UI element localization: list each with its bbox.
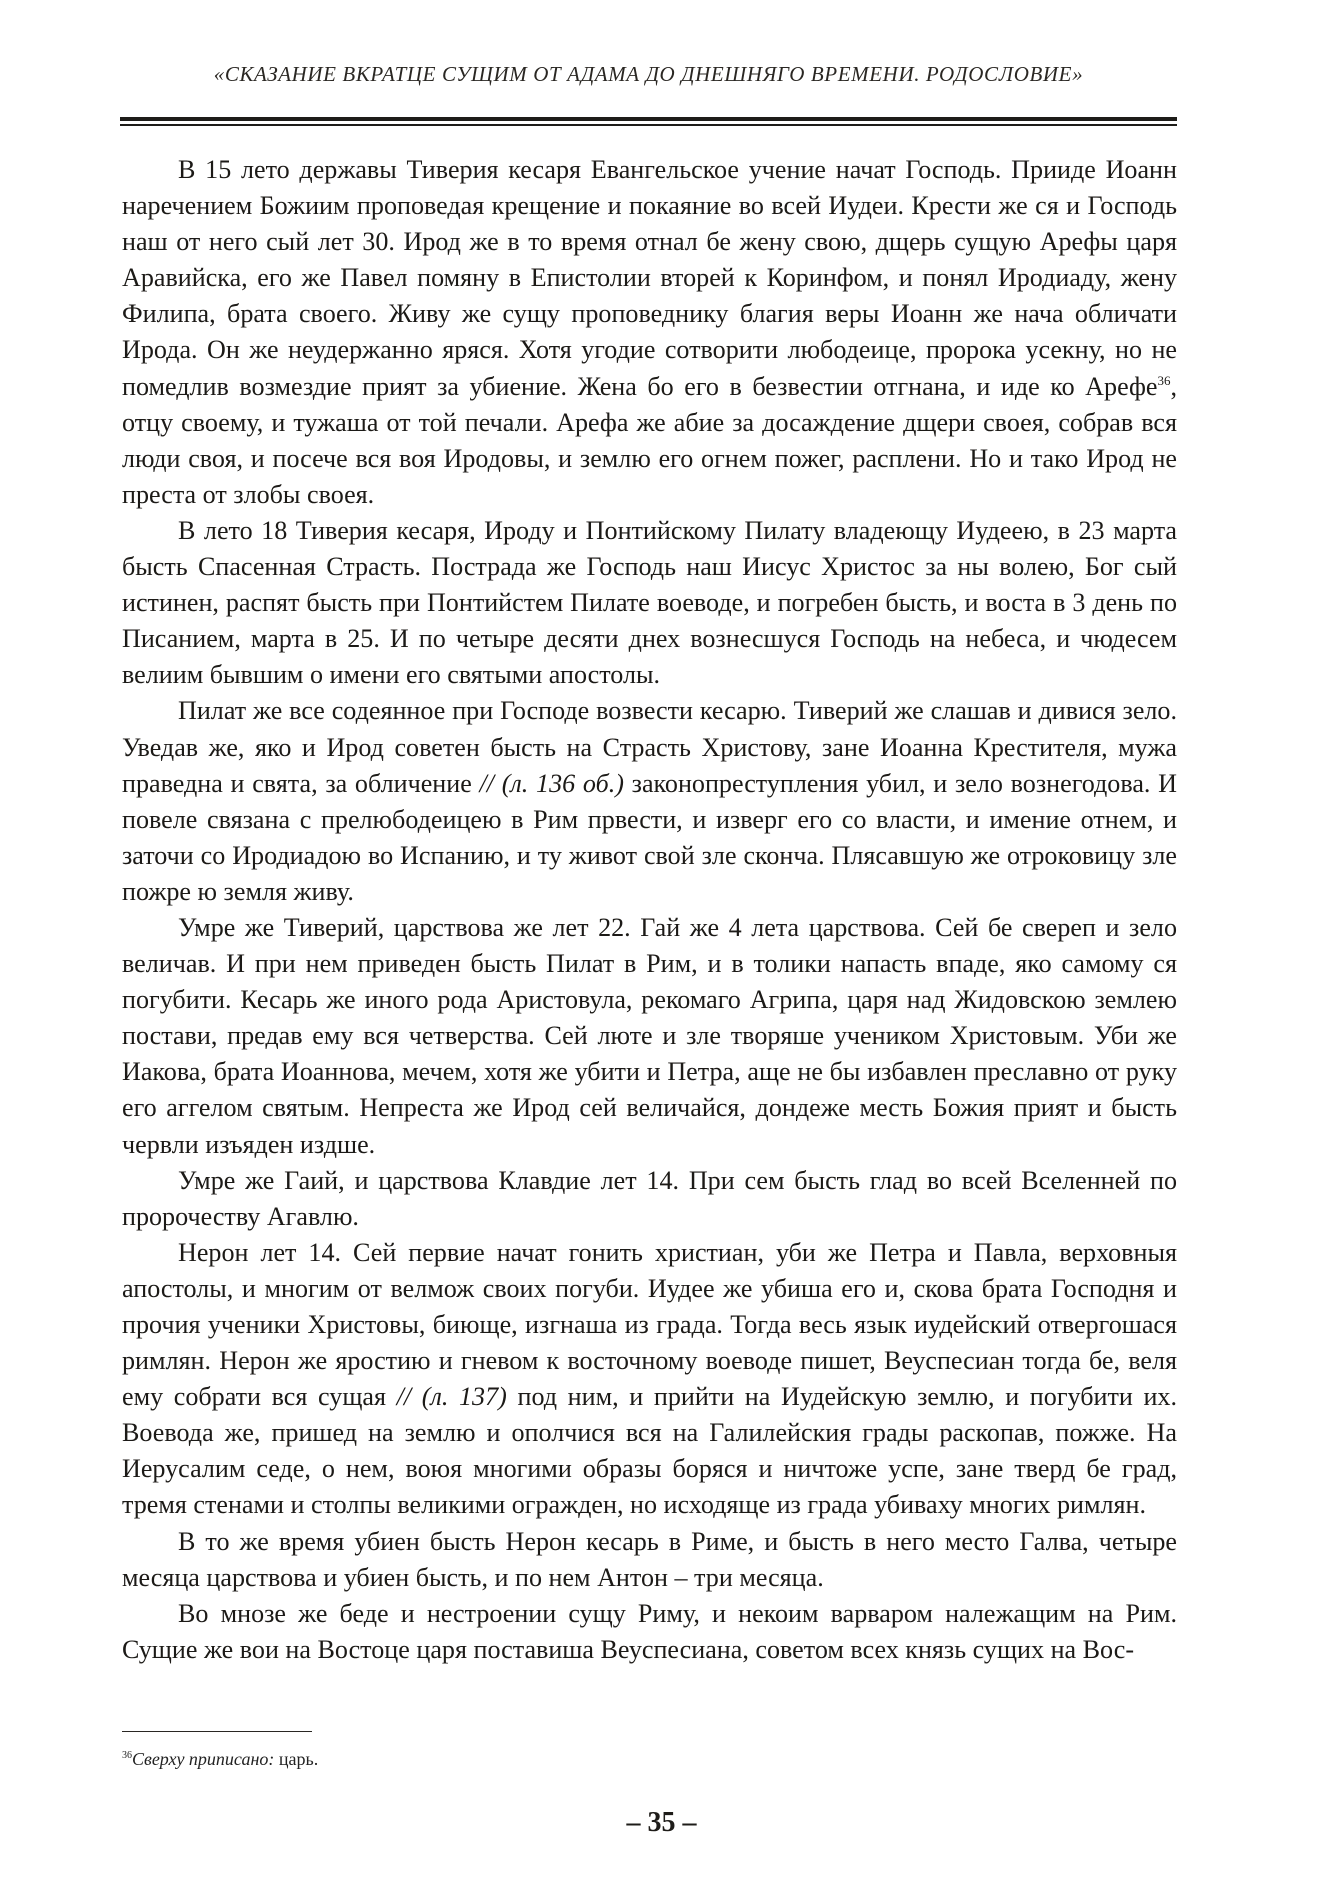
paragraph-3-part-b: законопреступления убил, и зело вознегодова. И повеле связана с прелюбодеицею в Рим првести, и изверг его со власти, и имение отнем, и заточи со Иродиадою во Испанию, и ту живот свой зле скончa. Плясавшую же отроковицу зле пожре ю земля живу. xyxy=(122,768,1177,906)
paragraph-3-part-a: Пилат же все содеянное при Господе возвести кесарю. Тиверий же слашав и дивися зело. Уведав же, яко и Ирод советен бысть на Страсть Христову, зане Иоанна Крестителя, мужа праведна и свята, за обличение xyxy=(122,696,1177,798)
paragraph-4: Умре же Тиверий, царствова же лет 22. Гай же 4 лета царствова. Сей бе свереп и зело величав. И при нем приведен бысть Пилат в Рим, и в толики напасть впаде, яко самому ся погубити. Кесарь же иного рода Аристовула, рекомаго Агрипа, царя над Жидовскою землею постави, предав ему вся четверства. Сей люте и зле творяше учеником Христовым. Уби же Иакова, брата Иоаннова, мечем, хотя же убити и Петра, аще не бы избавлен преславно от руку его аггелом святым. Непреста же Ирод сей величайся, дондеже месть Божия прият и бысть червли изъяден издше. xyxy=(122,912,1177,1159)
footnote-label: Сверху приписано: xyxy=(132,1749,275,1769)
footnote-number: 36 xyxy=(122,1750,132,1761)
paragraph-3 xyxy=(122,693,1177,910)
running-head: «СКАЗАНИЕ ВКРАТЦЕ СУЩИМ ОТ АДАМА ДО ДНЕШНЯГО ВРЕМЕНИ. РОДОСЛОВИЕ» xyxy=(213,62,1084,86)
paragraph-6 xyxy=(122,1235,1177,1524)
paragraph-8: Во мнозе же беде и нестроении сущу Риму, и некоим варваром належащим на Рим. Сущие же вои на Востоце царя поставиша Веуспесиана, советом всех князь сущих на Вос- xyxy=(122,1598,1177,1664)
header-double-rule xyxy=(120,117,1177,126)
footnote xyxy=(122,1747,318,1771)
paragraph-1 xyxy=(122,152,1177,513)
folio-reference: // (л. 136 об.) xyxy=(479,768,624,798)
paragraph-2: В лето 18 Тиверия кесаря, Ироду и Понтийскому Пилату владеющу Иудеею, в 23 марта бысть Спасенная Страсть. Пострада же Господь наш Иисус Христос за ны волею, Бог сый истинен, распят бысть при Понтийстем Пилате воеводе, и погребен бысть, и воста в 3 день по Писанием, марта в 25. И по четыре десяти днех вознесшуся Господь на небеса, и чюдесем велиим бывшим о имени его святыми апостолы. xyxy=(122,515,1177,690)
footnote-text: царь. xyxy=(274,1749,319,1769)
header-rule-thick xyxy=(120,117,1177,121)
paragraph-1-part-a: В 15 лето державы Тиверия кесаря Евангельское учение начат Господь. Прииде Иоанн наречением Божиим проповедая крещение и покаяние во всей Иудеи. Крести же ся и Господь наш от него сый лет 30. Ирод же в то время отнал бе жену свою, дщерь сущую Арефы царя Аравийска, его же Павел помяну в Епистолии вторей к Коринфом, и понял Иродиаду, жену Филипа, брата своего. Живу же сущу проповеднику благия веры Иоанн же нача обличати Ирода. Он же неудержанно яряся. Хотя угодие сотворити любодеице, пророка усекну, но не помедлив возмездие прият за убиение. Жена бо его в безвестии отгнана, и иде ко Арефе xyxy=(122,155,1177,401)
footnote-reference[interactable]: 36 xyxy=(1157,372,1171,388)
page-number: – 35 – xyxy=(626,1807,697,1838)
header-rule-thin xyxy=(120,124,1177,126)
folio-reference: // (л. 137) xyxy=(396,1382,507,1412)
paragraph-6-part-a: Нерон лет 14. Сей первие начат гонить христиан, уби же Петра и Павла, верховныя апостолы, и многим от велмож своих погуби. Иудее же убиша его и, скова брата Господня и прочия ученики Христовы, биюще, изгнаша из града. Тогда весь язык иудейский отвергошася римлян. Нерон же яростию и гневом к восточному воеводе пишет, Веуспесиан тогда бе, веля ему собрати вся сущая xyxy=(122,1237,1177,1412)
paragraph-6-part-b: под ним, и прийти на Иудейскую землю, и погубити их. Воевода же, пришед на землю и ополчися вся на Галилейския грады раскопав, пожже. На Иерусалим седе, о нем, воюя многими образы боряся и ничтоже успе, зане тверд бе град, тремя стенами и столпы великими огражден, но исходяще из града убиваху многих римлян. xyxy=(122,1382,1178,1520)
paragraph-7: В то же время убиен бысть Нерон кесарь в Риме, и бысть в него место Галва, четыре месяца царствова и убиен бысть, и по нем Антон – три месяца. xyxy=(122,1526,1177,1592)
footnote-separator xyxy=(122,1731,312,1732)
paragraph-5: Умре же Гаий, и царствова Клавдие лет 14. При сем бысть глад во всей Вселенней по пророчеству Агавлю. xyxy=(122,1165,1177,1231)
main-text xyxy=(122,152,1177,1668)
paragraph-1-part-b: , отцу своему, и тужаша от той печали. Арефа же абие за досаждение дщери своея, собрав вся люди своя, и посече вся воя Иродовы, и землю его огнем пожег, расплени. Но и тако Ирод не преста от злобы своея. xyxy=(122,371,1177,509)
